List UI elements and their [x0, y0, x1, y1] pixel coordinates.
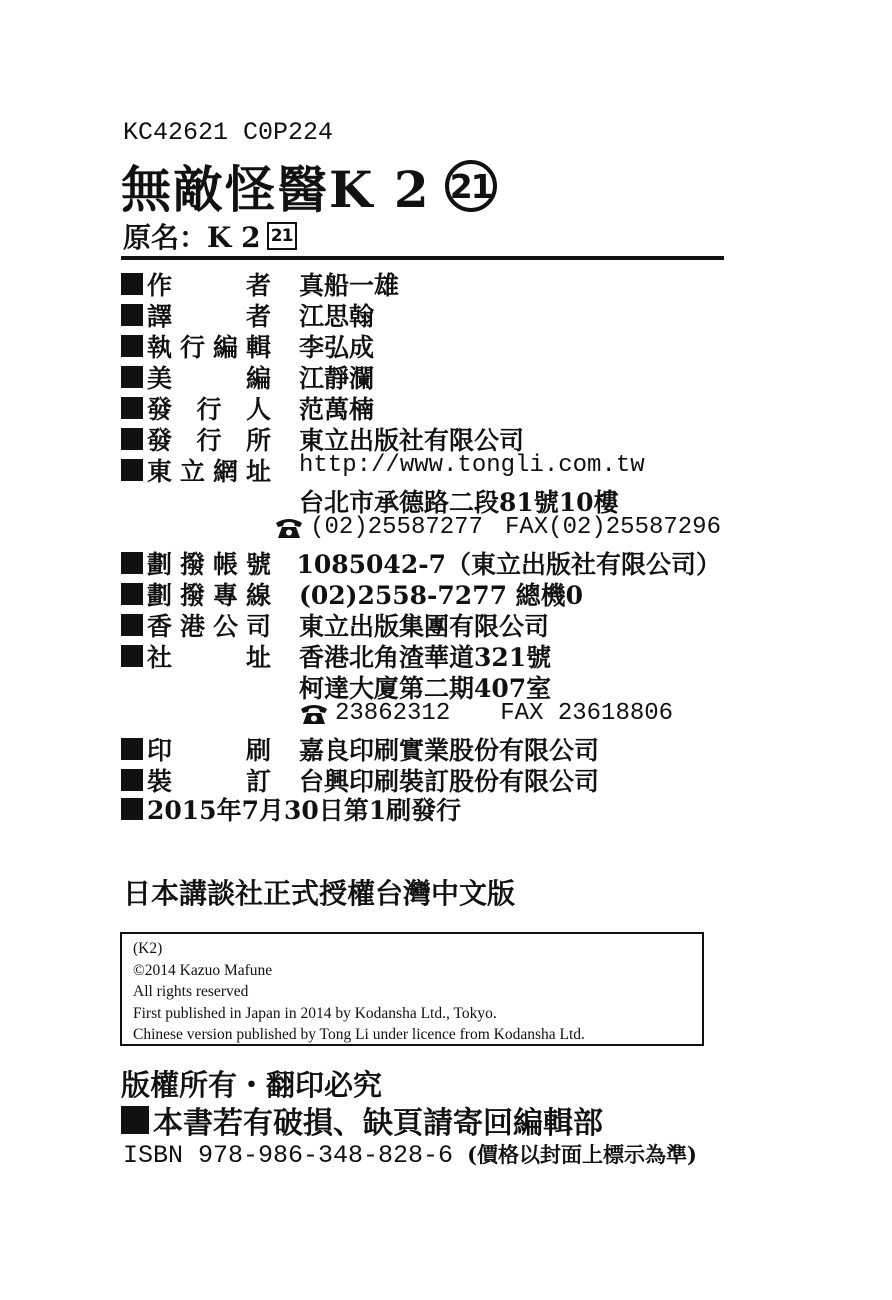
credit-row-art-editor — [121, 359, 721, 393]
credit-label: 東立網址 — [121, 452, 299, 488]
credits-list — [121, 266, 721, 824]
credit-label: 劃撥帳號 — [121, 545, 296, 581]
credit-row-website — [121, 452, 721, 486]
copyright-line: Chinese version published by Tong Li under licence from Kodansha Ltd. — [133, 1026, 585, 1043]
credit-value: 江思翰 — [299, 302, 375, 331]
credit-label: 劃撥專線 — [121, 576, 299, 612]
credit-label: 美 編 — [121, 359, 299, 395]
copyright-line: First published in Japan in 2014 by Kodansha Ltd., Tokyo. — [133, 1004, 497, 1022]
damaged-notice-text: 本書若有破損、缺頁請寄回編輯部 — [153, 1106, 603, 1141]
credit-row-tel — [121, 514, 721, 545]
first-print-date — [121, 793, 721, 824]
original-volume-box: 21 — [267, 222, 297, 250]
credit-label: 發行人 — [121, 390, 299, 426]
black-square-bullet — [121, 738, 143, 760]
credit-value: (02)2558-7277 總機0 — [299, 581, 584, 610]
isbn-number: ISBN 978-986-348-828-6 — [123, 1141, 454, 1170]
credit-value: 台興印刷裝訂股份有限公司 — [299, 767, 600, 796]
credit-row-publisher — [121, 421, 721, 455]
credit-label: 社 址 — [121, 638, 299, 674]
credit-row-hk-tel — [121, 700, 721, 731]
credit-row-hk-company — [121, 607, 721, 641]
credit-value: 台北市承德路二段81號10樓 — [299, 488, 619, 517]
copyright-line: All rights reserved — [133, 983, 249, 1000]
credit-row-binder — [121, 762, 721, 796]
black-square-bullet — [121, 273, 143, 295]
credit-label: 作 者 — [121, 266, 299, 302]
black-square-bullet — [121, 1106, 149, 1134]
first-print-text: 2015年7月30日第1刷發行 — [147, 795, 462, 825]
black-square-bullet — [121, 428, 143, 450]
product-code: KC42621 C0P224 — [123, 118, 334, 147]
book-title — [121, 150, 497, 222]
fax-number: FAX 23618806 — [500, 700, 674, 727]
black-square-bullet — [121, 614, 143, 636]
credit-label: 發行所 — [121, 421, 299, 457]
credit-value: 東立出版集團有限公司 — [299, 612, 550, 641]
credit-label: 譯 者 — [121, 297, 299, 333]
black-square-bullet — [121, 335, 143, 357]
book-title-text: 無敵怪醫K 2 — [121, 160, 431, 219]
credit-row-hk-address — [121, 638, 721, 672]
credit-value: 嘉良印刷實業股份有限公司 — [299, 736, 600, 765]
credit-value: 1085042-7（東立出版社有限公司） — [296, 550, 721, 579]
original-title — [123, 216, 297, 256]
copyright-line: (K2) — [133, 940, 163, 957]
telephone-icon — [299, 703, 329, 725]
credit-row-editor — [121, 328, 721, 362]
fax-number: FAX(02)25587296 — [504, 514, 721, 541]
volume-circle: 21 — [445, 160, 497, 212]
credit-row-author — [121, 266, 721, 300]
black-square-bullet — [121, 397, 143, 419]
original-title-text: 原名：K 2 — [123, 221, 261, 254]
credit-label: 裝 訂 — [121, 762, 299, 798]
copyright-box — [120, 932, 704, 1046]
credit-value: 香港北角渣華道321號 — [299, 643, 552, 672]
telephone-icon — [274, 517, 304, 539]
phone-number: 23862312 — [335, 700, 451, 727]
phone-number: (02)25587277 — [310, 514, 483, 541]
contact-line — [274, 514, 721, 541]
credit-value: 真船一雄 — [299, 271, 400, 300]
copyright-line: ©2014 Kazuo Mafune — [133, 961, 273, 979]
contact-line — [299, 700, 673, 727]
black-square-bullet — [121, 552, 143, 574]
black-square-bullet — [121, 304, 143, 326]
black-square-bullet — [121, 645, 143, 667]
credit-value: 江靜瀾 — [299, 364, 375, 393]
black-square-bullet — [121, 769, 143, 791]
credit-value: 李弘成 — [299, 333, 375, 362]
damaged-notice — [121, 1098, 603, 1142]
header-divider — [121, 256, 724, 260]
credit-row-giro-account — [121, 545, 721, 579]
isbn-line — [123, 1139, 697, 1170]
credit-value: 東立出版社有限公司 — [299, 426, 525, 455]
credit-row-translator — [121, 297, 721, 331]
credit-label: 香港公司 — [121, 607, 299, 643]
credit-label: 執行編輯 — [121, 328, 299, 364]
black-square-bullet — [121, 798, 143, 820]
black-square-bullet — [121, 583, 143, 605]
black-square-bullet — [121, 459, 143, 481]
website-url: http://www.tongli.com.tw — [299, 452, 645, 479]
black-square-bullet — [121, 366, 143, 388]
credit-value: 范萬楠 — [299, 395, 375, 424]
license-statement: 日本講談社正式授權台灣中文版 — [123, 877, 516, 910]
price-note: (價格以封面上標示為準) — [467, 1142, 697, 1167]
rights-notice: 版權所有・翻印必究 — [121, 1068, 383, 1102]
credit-row-printer — [121, 731, 721, 765]
credit-row-publisher-person — [121, 390, 721, 424]
credit-label: 印 刷 — [121, 731, 299, 767]
credit-value: 柯達大廈第二期407室 — [299, 674, 552, 703]
